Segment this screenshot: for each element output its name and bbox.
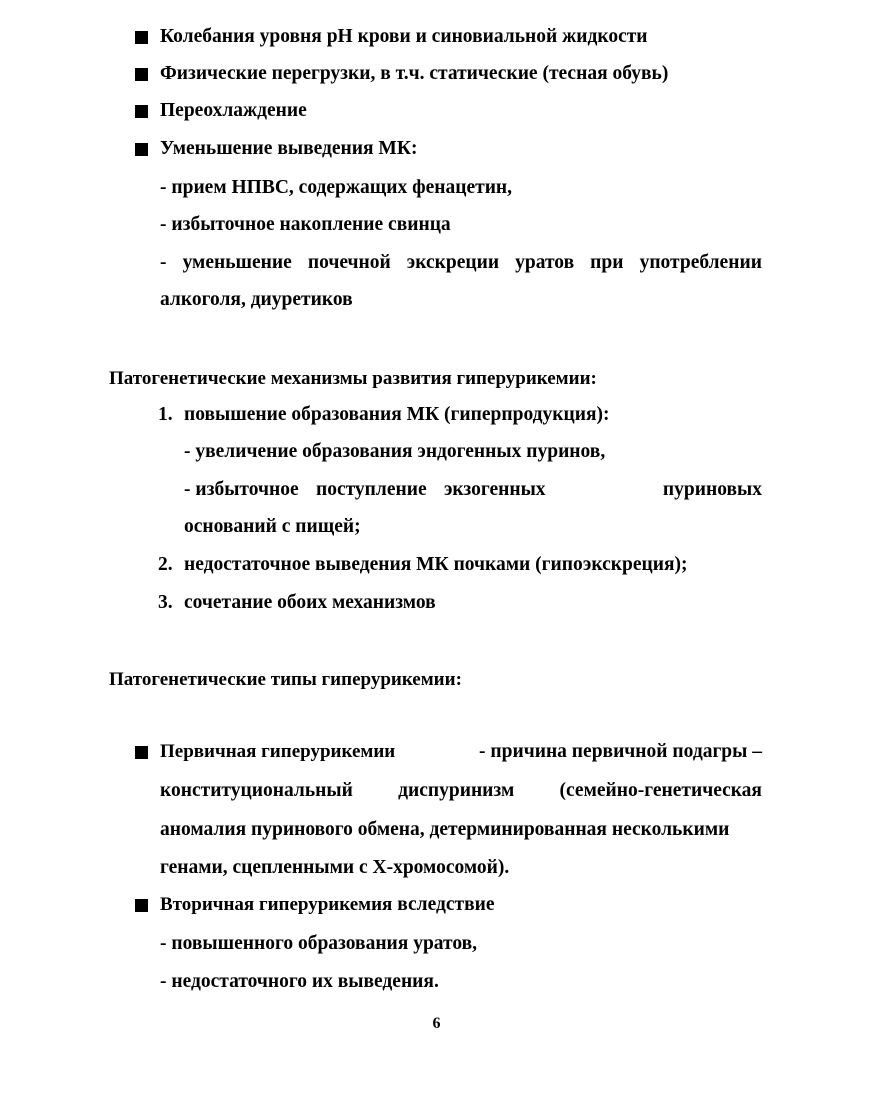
section-heading: Патогенетические механизмы развития гиперурикемии: [109,368,597,389]
numbered-item: недостаточное выведения МК почками (гипоэкскреция); [184,554,688,575]
word: уменьшение [182,252,292,273]
bullet-icon [135,746,148,759]
numbered-item: повышение образования МК (гиперпродукция): [184,404,610,425]
list-item: Уменьшение выведения МК: [160,138,418,159]
bullet-icon [135,31,148,44]
sub-item: - недостаточного их выведения. [160,971,439,992]
word: поступление [315,479,427,500]
word: конституциональный [160,780,353,801]
page-number: 6 [432,1015,441,1032]
sub-item: - избыточное накопление свинца [160,214,451,235]
word: диспуринизм [398,780,515,801]
term-description: - причина первичной подагры – [474,741,762,762]
numbered-item: сочетание обоих механизмов [184,592,436,613]
list-item [160,893,494,917]
word: при [590,252,624,273]
word: употреблении [639,252,762,273]
bullet-icon [135,105,148,118]
word: - избыточное [184,479,299,500]
word: экскреции [406,252,500,273]
list-item: Физические перегрузки, в т.ч. статические (тесная обувь) [160,63,669,84]
sub-item: - прием НПВС, содержащих фенацетин, [160,177,513,198]
text-line: генами, сцепленными с Х-хромосомой). [160,857,510,878]
list-item: Колебания уровня рН крови и синовиальной жидкости [160,26,648,47]
sub-item: - повышенного образования уратов, [160,933,478,954]
bullet-icon [135,143,148,156]
sub-item-continuation: алкоголя, диуретиков [160,289,353,310]
term-description: вследствие [392,894,495,915]
word: - [160,252,167,273]
list-item-justified [160,740,762,764]
justified-line [160,779,762,803]
sub-item-justified [160,251,762,275]
sub-item-justified [184,478,762,502]
word: пуриновых [662,479,762,500]
bullet-icon [135,899,148,912]
list-number: 3. [158,592,173,613]
sub-item: - увеличение образования эндогенных пуринов, [184,441,606,462]
term: Первичная гиперурикемии [160,741,396,762]
list-number: 2. [158,554,173,575]
word: экзогенных [443,479,546,500]
bullet-icon [135,68,148,81]
list-number: 1. [158,404,173,425]
word: почечной [307,252,391,273]
word: уратов [515,252,575,273]
list-item: Переохлаждение [160,100,307,121]
text-line: аномалия пуринового обмена, детерминированная несколькими [160,819,730,840]
word: (семейно-генетическая [559,780,762,801]
term: Вторичная гиперурикемия [160,894,393,915]
sub-item-continuation: оснований с пищей; [184,516,361,537]
section-heading: Патогенетические типы гиперурикемии: [109,669,462,690]
